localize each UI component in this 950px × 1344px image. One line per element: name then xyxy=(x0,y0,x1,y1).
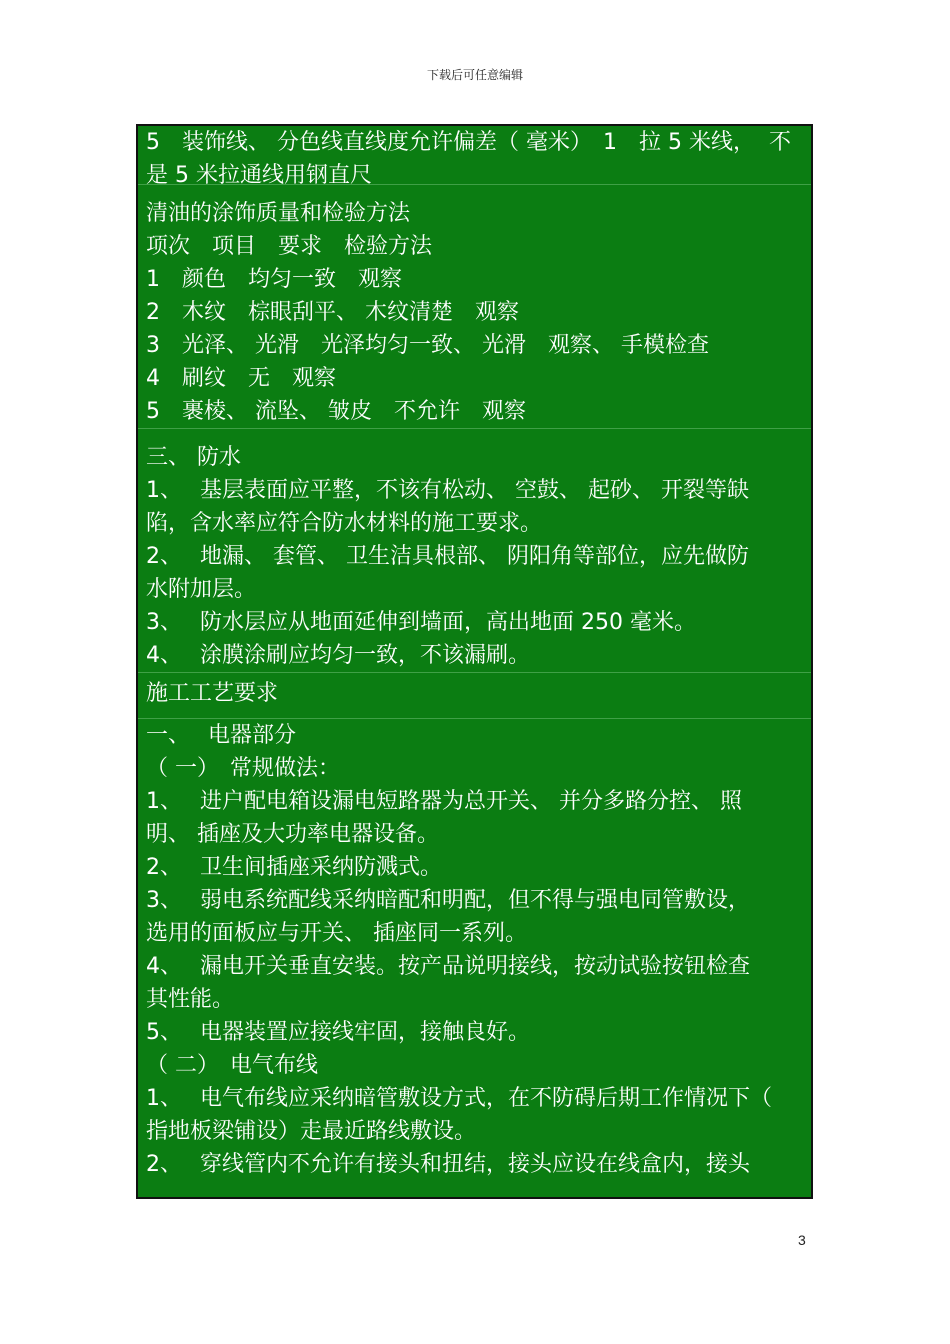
table-section-electrical xyxy=(138,719,811,1181)
table-row: 5 裹棱、 流坠、 皱皮 不允许 观察 xyxy=(146,399,526,424)
text-line: 3、 防水层应从地面延伸到墙面，高出地面 250 毫米。 xyxy=(146,610,696,635)
text-line: 1、 电气布线应采纳暗管敷设方式，在不防碍后期工作情况下（ xyxy=(146,1086,772,1111)
table-section-waterproofing xyxy=(138,429,811,673)
text-line: 水附加层。 xyxy=(146,577,257,602)
table-section-tolerance xyxy=(138,126,811,188)
subsection-heading: （ 一） 常规做法： xyxy=(146,756,340,781)
text-line: 4、 涂膜涂刷应均匀一致，不该漏刷。 xyxy=(146,643,530,668)
text-line: 5 装饰线、 分色线直线度允许偏差（ 毫米） 1 拉 5 米线， 不 xyxy=(146,130,791,155)
page-number: 3 xyxy=(798,1232,806,1248)
text-line: 4、 漏电开关垂直安装。按产品说明接线，按动试验按钮检查 xyxy=(146,954,750,979)
table-row: 1 颜色 均匀一致 观察 xyxy=(146,267,402,292)
table-section-process-heading xyxy=(138,673,811,719)
text-line: 陷，含水率应符合防水材料的施工要求。 xyxy=(146,511,543,536)
section-heading: 三、 防水 xyxy=(146,445,241,470)
text-line: 2、 穿线管内不允许有接头和扭结，接头应设在线盒内，接头 xyxy=(146,1152,750,1177)
text-line: 2、 卫生间插座采纳防溅式。 xyxy=(146,855,442,880)
section-heading: 清油的涂饰质量和检验方法 xyxy=(146,201,411,226)
header-note: 下载后可任意编辑 xyxy=(426,68,523,82)
table-header-row: 项次 项目 要求 检验方法 xyxy=(146,234,433,259)
text-line: 2、 地漏、 套管、 卫生洁具根部、 阴阳角等部位，应先做防 xyxy=(146,544,749,569)
table-row: 4 刷纹 无 观察 xyxy=(146,366,336,391)
subsection-heading: （ 二） 电气布线 xyxy=(146,1053,318,1078)
text-line: 是 5 米拉通线用钢直尺 xyxy=(146,163,372,188)
table-row: 3 光泽、 光滑 光泽均匀一致、 光滑 观察、 手模检查 xyxy=(146,333,709,358)
text-line: 明、 插座及大功率电器设备。 xyxy=(146,822,439,847)
text-line: 3、 弱电系统配线采纳暗配和明配，但不得与强电同管敷设， xyxy=(146,888,750,913)
content-table xyxy=(136,124,813,1199)
section-heading: 施工工艺要求 xyxy=(146,681,279,706)
table-row: 2 木纹 棕眼刮平、 木纹清楚 观察 xyxy=(146,300,519,325)
text-line: 1、 进户配电箱设漏电短路器为总开关、 并分多路分控、 照 xyxy=(146,789,742,814)
text-line: 5、 电器装置应接线牢固，接触良好。 xyxy=(146,1020,530,1045)
section-heading: 一、 电器部分 xyxy=(146,723,296,748)
text-line: 指地板梁铺设）走最近路线敷设。 xyxy=(146,1119,477,1144)
text-line: 1、 基层表面应平整，不该有松动、 空鼓、 起砂、 开裂等缺 xyxy=(146,478,749,503)
text-line: 选用的面板应与开关、 插座同一系列。 xyxy=(146,921,527,946)
text-line: 其性能。 xyxy=(146,987,235,1012)
table-section-varnish-quality xyxy=(138,185,811,429)
